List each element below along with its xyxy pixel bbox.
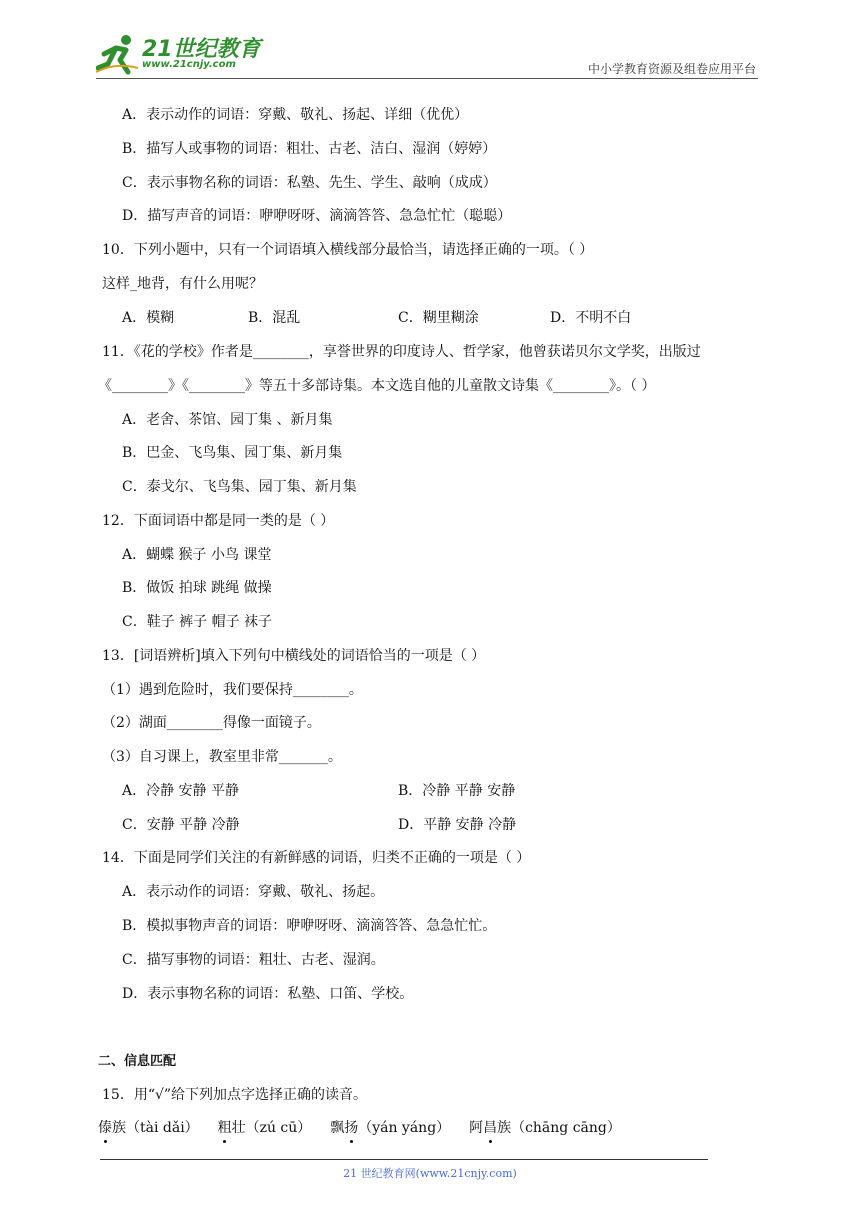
q12-option-a: A．蝴蝶 猴子 小鸟 课堂 [122, 547, 272, 563]
dotted-char: 粗 [217, 1120, 232, 1136]
q9-option-d: D．描写声音的词语：咿咿呀呀、滴滴答答、急急忙忙（聪聪） [122, 208, 512, 224]
q13-option-a: A．冷静 安静 平静 [122, 783, 240, 799]
q13-option-c: C．安静 平静 冷静 [122, 817, 240, 833]
q12-option-b: B．做饭 拍球 跳绳 做操 [122, 580, 272, 596]
section-heading-matching: 二、信息匹配 [98, 1054, 177, 1069]
q10-option-a: A．模糊 [122, 310, 175, 326]
header-divider [96, 78, 758, 79]
q9-option-c: C．表示事物名称的词语：私塾、先生、学生、敲响（成成） [122, 175, 497, 191]
q13-sentence-1: （1）遇到危险时，我们要保持________。 [102, 682, 363, 698]
q13-sentence-2: （2）湖面________得像一面镜子。 [102, 715, 321, 731]
q13-option-b: B．冷静 平静 安静 [398, 783, 516, 799]
q15-item-3: 飘扬（yán yáng） [330, 1120, 451, 1136]
q11-option-c: C．泰戈尔、飞鸟集、园丁集、新月集 [122, 479, 357, 495]
q11-option-b: B．巴金、飞鸟集、园丁集、新月集 [122, 445, 343, 461]
q15-items [98, 1118, 621, 1138]
platform-title: 中小学教育资源及组卷应用平台 [587, 62, 756, 76]
page-footer: 21 世纪教育网(www.21cnjy.com) [343, 1167, 517, 1180]
q14-option-c: C．描写事物的词语：粗壮、古老、湿润。 [122, 952, 385, 968]
q9-option-a: A．表示动作的词语：穿戴、敬礼、扬起、详细（优优） [122, 107, 469, 123]
q15-item-2: 粗壮（zú cū） [217, 1120, 312, 1136]
q14-option-a: A．表示动作的词语：穿戴、敬礼、扬起。 [122, 884, 385, 900]
q12-stem: 12．下面词语中都是同一类的是（ ） [102, 513, 335, 529]
q14-option-b: B．模拟事物声音的词语：咿咿呀呀、滴滴答答、急急忙忙。 [122, 918, 497, 934]
q15-item-4: 阿昌族（chāng cāng） [469, 1120, 621, 1136]
page-header [96, 28, 756, 78]
q13-stem: 13．[词语辨析]填入下列句中横线处的词语恰当的一项是（ ） [102, 648, 486, 664]
q10-option-d: D．不明不白 [550, 310, 632, 326]
q12-option-c: C．鞋子 裤子 帽子 袜子 [122, 614, 273, 630]
footer-divider [100, 1159, 708, 1160]
q10-sentence: 这样_地背，有什么用呢？ [102, 276, 263, 292]
site-logo [96, 32, 266, 76]
dotted-char: 昌 [483, 1120, 498, 1136]
q11-stem-line1: 11．《花的学校》作者是________，享誉世界的印度诗人、哲学家，他曾获诺贝尔文学奖，出版过 [102, 344, 701, 360]
q13-sentence-3: （3）自习课上，教室里非常_______。 [102, 749, 342, 765]
q14-option-d: D．表示事物名称的词语：私塾、口笛、学校。 [122, 986, 414, 1002]
q10-option-c: C．糊里糊涂 [398, 310, 479, 326]
q11-option-a: A．老舍、茶馆、园丁集 、新月集 [122, 412, 333, 428]
q10-option-b: B．混乱 [248, 310, 301, 326]
q13-option-d: D．平静 安静 冷静 [398, 817, 517, 833]
dotted-char: 傣 [98, 1120, 112, 1136]
q10-stem: 10．下列小题中，只有一个词语填入横线部分最恰当，请选择正确的一项。（ ） [102, 242, 594, 258]
logo-url: www.21cnjy.com [142, 59, 236, 70]
logo-text: 21世纪教育 [142, 37, 261, 62]
runner-logo-icon [96, 32, 140, 76]
q14-stem: 14．下面是同学们关注的有新鲜感的词语，归类不正确的一项是（ ） [102, 850, 531, 866]
dotted-char: 扬 [344, 1120, 359, 1136]
q15-stem: 15．用“√”给下列加点字选择正确的读音。 [102, 1087, 368, 1103]
q9-option-b: B．描写人或事物的词语：粗壮、古老、洁白、湿润（婷婷） [122, 141, 497, 157]
q15-item-1: 傣族（tài dǎi） [98, 1120, 199, 1136]
q11-stem-line2: 《________》《________》等五十多部诗集。本文选自他的儿童散文诗集《________》。（ ） [98, 378, 656, 394]
